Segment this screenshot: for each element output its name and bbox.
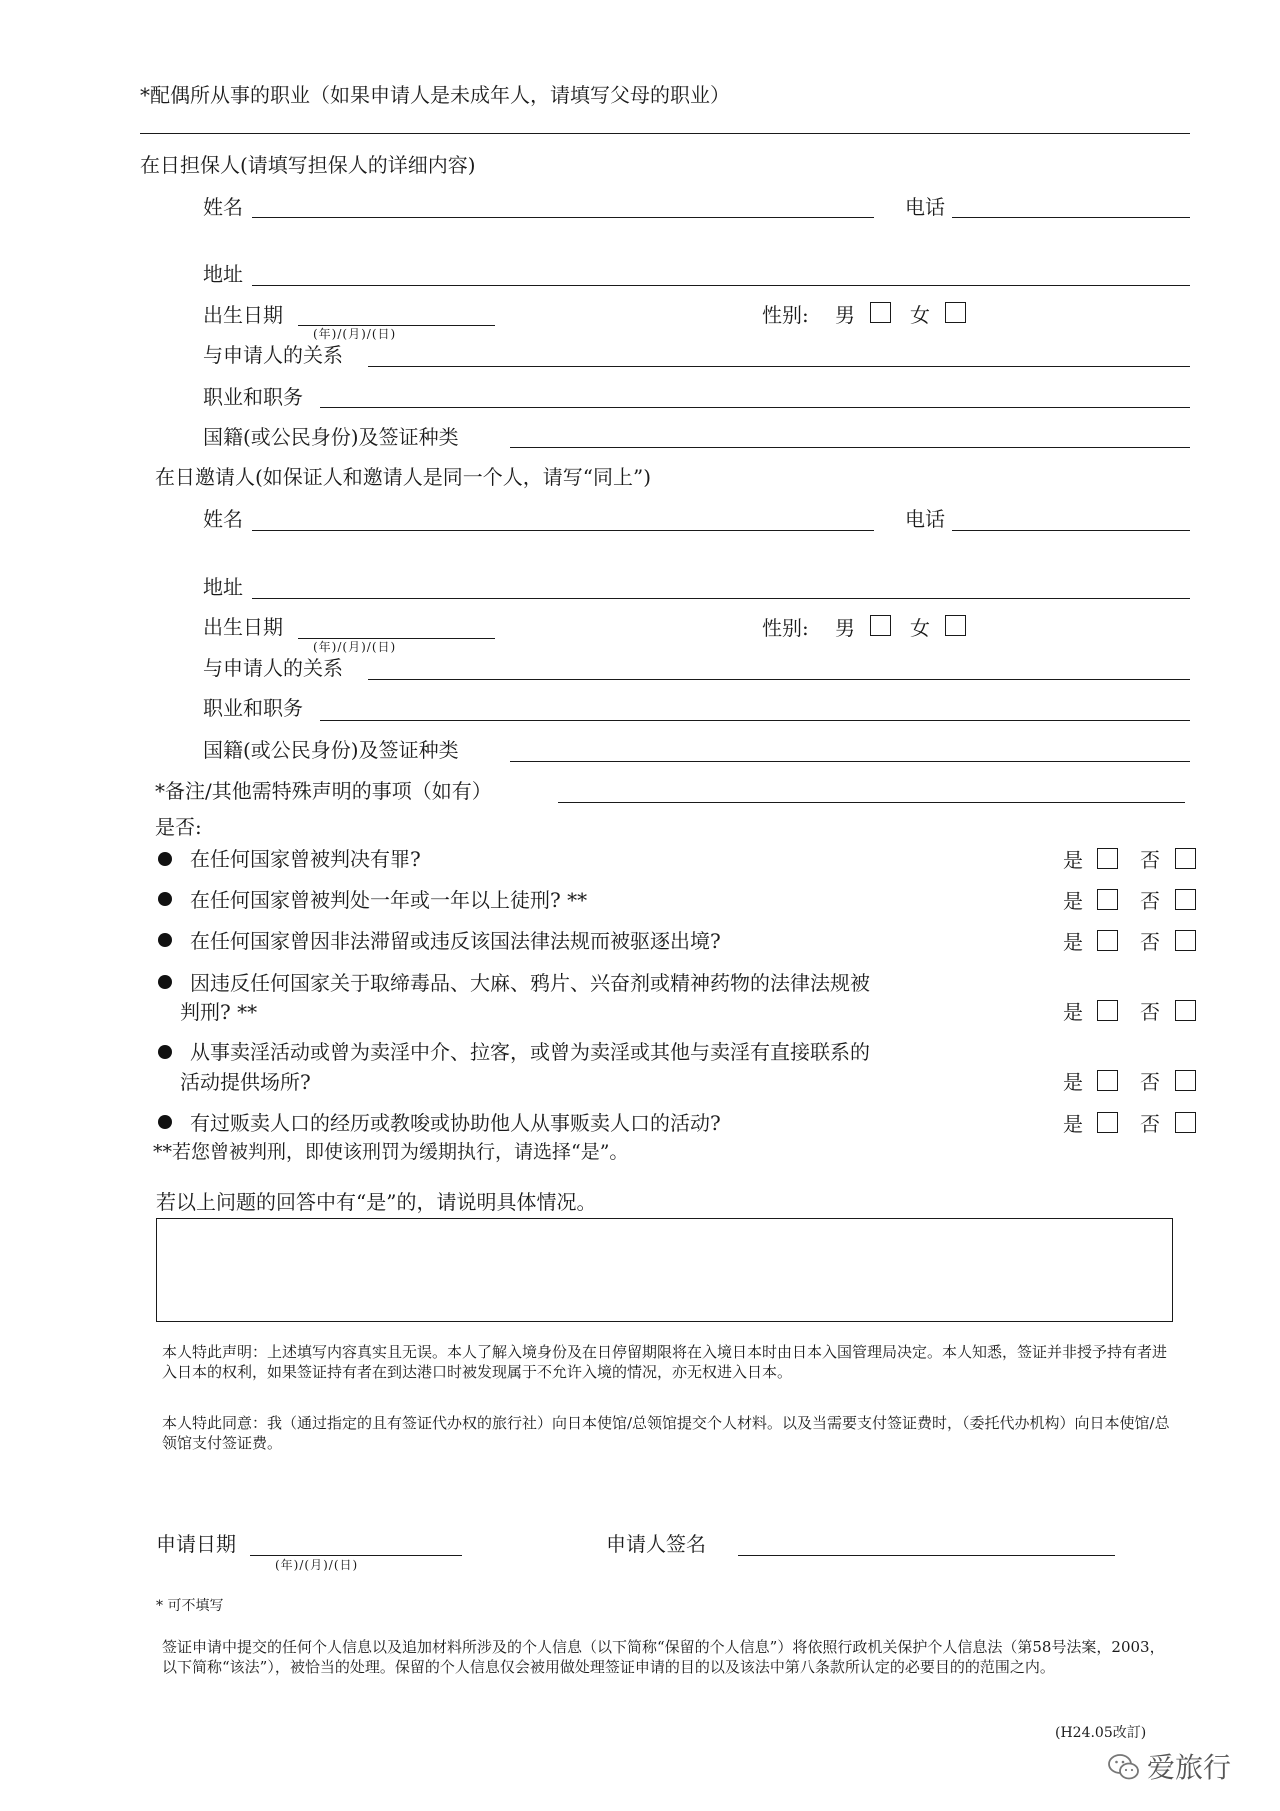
guarantor-male-label: 男 [835,303,855,327]
question-3-no-checkbox[interactable] [1175,930,1196,951]
privacy-paragraph: 签证申请中提交的任何个人信息以及追加材料所涉及的个人信息（以下简称“保留的个人信息”）将依照行政机关保护个人信息法（第58号法案，2003，以下简称“该法”），被恰当的处理。保留的个人信息仅会被用做处理签证申请的目的以及该法中第八条款所认定的必要目的的范围之内。 [162,1638,1165,1676]
inviter-phone-label: 电话 [905,507,945,531]
revision-label: (H24.05改訂) [1055,1725,1147,1741]
question-1-no-checkbox[interactable] [1175,848,1196,869]
guarantor-female-label: 女 [910,303,930,327]
guarantor-address-label: 地址 [203,262,243,286]
question-2-yes-label: 是 [1063,889,1083,913]
guarantor-dob-hint: (年)/(月)/(日) [313,327,397,341]
question-1-no-label: 否 [1140,848,1160,872]
inviter-relation-field[interactable] [368,679,1190,680]
application-date-hint: (年)/(月)/(日) [275,1558,359,1572]
inviter-nationality-label: 国籍(或公民身份)及签证种类 [203,738,459,762]
explanation-textbox[interactable] [156,1218,1173,1322]
bullet-icon [158,852,172,866]
guarantor-address-field[interactable] [252,285,1190,286]
question-1-yes-checkbox[interactable] [1097,848,1118,869]
question-3-no-label: 否 [1140,930,1160,954]
question-4-yes-label: 是 [1063,1000,1083,1024]
guarantor-male-checkbox[interactable] [870,302,891,323]
application-date-label: 申请日期 [156,1532,236,1556]
question-5-text-cont: 活动提供场所? [180,1070,311,1094]
inviter-title: 在日邀请人(如保证人和邀请人是同一个人，请写“同上”) [155,465,652,489]
inviter-female-label: 女 [910,616,930,640]
bullet-icon [158,892,172,906]
inviter-address-field[interactable] [252,598,1190,599]
question-6-no-label: 否 [1140,1112,1160,1136]
declaration-paragraph-1: 本人特此声明：上述填写内容真实且无误。本人了解入境身份及在日停留期限将在入境日本时由日本入国管理局决定。本人知悉，签证并非授予持有者进入日本的权利，如果签证持有者在到达港口时被发现属于不允许入境的情况，亦无权进入日本。 [162,1343,1168,1381]
declaration-paragraph-2: 本人特此同意：我（通过指定的且有签证代办权的旅行社）向日本使馆/总领馆提交个人材料。以及当需要支付签证费时，（委托代办机构）向日本使馆/总领馆支付签证费。 [162,1414,1170,1452]
guarantor-sex-label: 性别: [762,303,809,327]
question-5-yes-checkbox[interactable] [1097,1070,1118,1091]
question-3-yes-checkbox[interactable] [1097,930,1118,951]
guarantor-nationality-label: 国籍(或公民身份)及签证种类 [203,425,459,449]
guarantor-title: 在日担保人(请填写担保人的详细内容) [140,153,476,177]
inviter-job-label: 职业和职务 [203,696,303,720]
remarks-label: *备注/其他需特殊声明的事项（如有） [155,779,492,803]
bullet-icon [158,1115,172,1129]
question-4-yes-checkbox[interactable] [1097,1000,1118,1021]
inviter-sex-label: 性别: [762,616,809,640]
inviter-nationality-field[interactable] [510,761,1190,762]
question-4-text-cont: 判刑? ** [180,1000,258,1024]
guarantor-dob-label: 出生日期 [203,303,283,327]
question-4-text: 因违反任何国家关于取缔毒品、大麻、鸦片、兴奋剂或精神药物的法律法规被 [190,971,870,995]
question-6-yes-label: 是 [1063,1112,1083,1136]
question-5-no-label: 否 [1140,1070,1160,1094]
bullet-icon [158,933,172,947]
question-5-text: 从事卖淫活动或曾为卖淫中介、拉客，或曾为卖淫或其他与卖淫有直接联系的 [190,1040,870,1064]
inviter-male-label: 男 [835,616,855,640]
guarantor-female-checkbox[interactable] [945,302,966,323]
question-3-text: 在任何国家曾因非法滞留或违反该国法律法规而被驱逐出境? [190,929,721,953]
signature-label: 申请人签名 [606,1532,706,1556]
watermark-text: 爱旅行 [1147,1751,1232,1784]
inviter-name-label: 姓名 [203,507,243,531]
guarantor-relation-label: 与申请人的关系 [203,343,343,367]
question-5-yes-label: 是 [1063,1070,1083,1094]
question-2-no-label: 否 [1140,889,1160,913]
guarantor-relation-field[interactable] [368,366,1190,367]
inviter-phone-field[interactable] [952,530,1190,531]
inviter-male-checkbox[interactable] [870,615,891,636]
guarantor-job-label: 职业和职务 [203,385,303,409]
guarantor-nationality-field[interactable] [510,447,1190,448]
inviter-relation-label: 与申请人的关系 [203,656,343,680]
question-6-yes-checkbox[interactable] [1097,1112,1118,1133]
question-1-text: 在任何国家曾被判决有罪? [190,847,421,871]
question-6-no-checkbox[interactable] [1175,1112,1196,1133]
guarantor-name-field[interactable] [252,217,874,218]
question-2-yes-checkbox[interactable] [1097,889,1118,910]
inviter-female-checkbox[interactable] [945,615,966,636]
footnote-double-asterisk: **若您曾被判刑，即使该刑罚为缓期执行，请选择“是”。 [153,1141,629,1163]
guarantor-dob-field[interactable] [298,325,495,326]
inviter-address-label: 地址 [203,575,243,599]
guarantor-phone-field[interactable] [952,217,1190,218]
inviter-name-field[interactable] [252,530,874,531]
question-5-no-checkbox[interactable] [1175,1070,1196,1091]
inviter-job-field[interactable] [320,720,1190,721]
wechat-logo-icon [1107,1752,1141,1782]
inviter-dob-label: 出生日期 [203,615,283,639]
question-2-no-checkbox[interactable] [1175,889,1196,910]
question-4-no-label: 否 [1140,1000,1160,1024]
inviter-dob-hint: (年)/(月)/(日) [313,640,397,654]
optional-note: * 可不填写 [156,1598,224,1614]
explain-prompt: 若以上问题的回答中有“是”的，请说明具体情况。 [156,1190,597,1214]
guarantor-job-field[interactable] [320,407,1190,408]
guarantor-name-label: 姓名 [203,195,243,219]
inviter-dob-field[interactable] [298,638,495,639]
question-6-text: 有过贩卖人口的经历或教唆或协助他人从事贩卖人口的活动? [190,1111,721,1135]
bullet-icon [158,1045,172,1059]
guarantor-phone-label: 电话 [905,195,945,219]
bullet-icon [158,975,172,989]
questions-intro: 是否: [155,815,202,839]
question-4-no-checkbox[interactable] [1175,1000,1196,1021]
remarks-field[interactable] [558,802,1185,803]
spouse-occupation-label: *配偶所从事的职业（如果申请人是未成年人，请填写父母的职业） [140,83,730,107]
application-date-field[interactable] [250,1555,462,1556]
question-2-text: 在任何国家曾被判处一年或一年以上徒刑? ** [190,888,588,912]
signature-field[interactable] [738,1555,1115,1556]
spouse-occupation-line[interactable] [140,133,1190,134]
question-3-yes-label: 是 [1063,930,1083,954]
question-1-yes-label: 是 [1063,848,1083,872]
